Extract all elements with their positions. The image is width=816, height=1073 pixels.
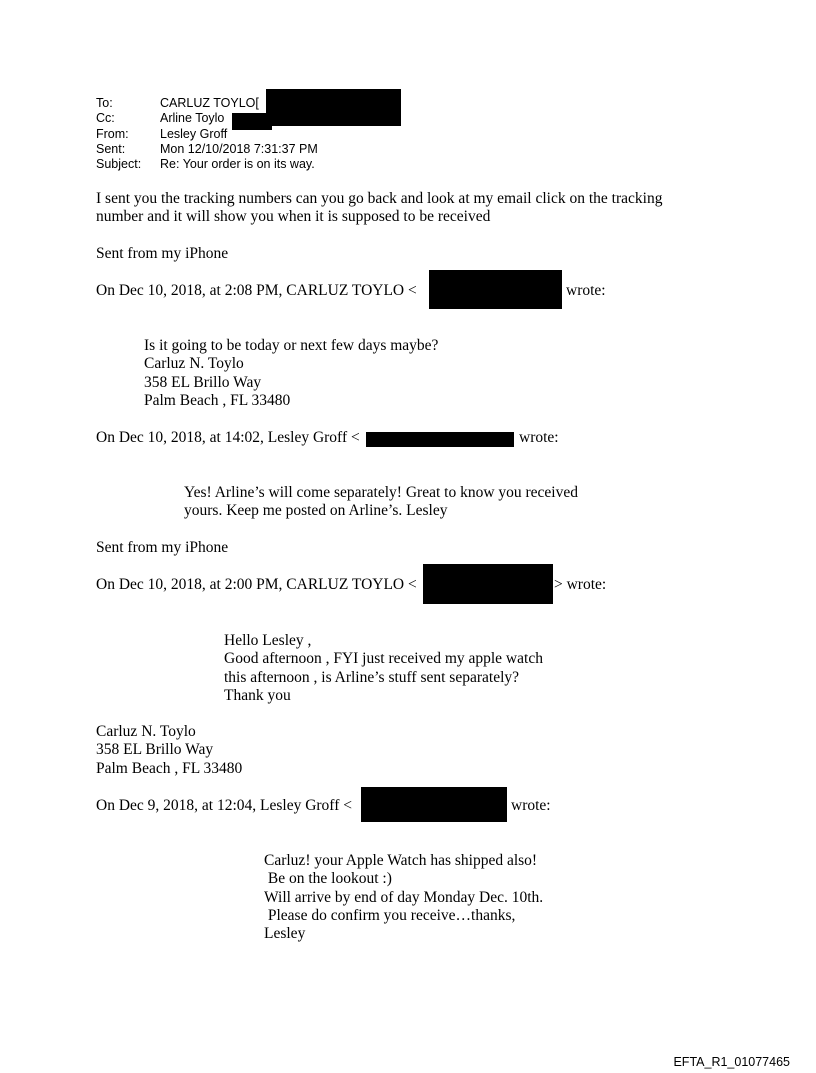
quote-line: Lesley: [264, 925, 306, 943]
quote-attribution: On Dec 10, 2018, at 14:02, Lesley Groff <: [96, 429, 360, 446]
quote-attribution: On Dec 10, 2018, at 2:08 PM, CARLUZ TOYLO <: [96, 282, 417, 299]
quote-attribution-suffix: wrote:: [511, 797, 551, 814]
cc-value: Arline Toylo: [160, 111, 225, 125]
redaction-block: [366, 432, 514, 447]
subject-label: Subject:: [96, 157, 142, 171]
quote-line: Good afternoon , FYI just received my apple watch: [224, 650, 543, 668]
quote-attribution-suffix: wrote:: [566, 282, 606, 299]
signature-line: Palm Beach , FL 33480: [96, 759, 243, 777]
sent-from-iphone: Sent from my iPhone: [96, 539, 229, 556]
quote-line: Carluz N. Toylo: [144, 355, 244, 373]
quote-line: 358 EL Brillo Way: [144, 373, 262, 391]
subject-value: Re: Your order is on its way.: [160, 157, 315, 171]
redaction-block: [429, 270, 562, 309]
quote-line: Carluz! your Apple Watch has shipped also!: [264, 852, 538, 869]
from-label: From:: [96, 127, 129, 141]
to-value: CARLUZ TOYLO[: [160, 96, 259, 110]
quote-line: yours. Keep me posted on Arline’s. Lesley: [184, 502, 448, 520]
reply-line-2: number and it will show you when it is supposed to be received: [96, 208, 491, 225]
redaction-block: [232, 113, 272, 130]
quote-line: Be on the lookout :): [264, 870, 392, 888]
document-id: EFTA_R1_01077465: [673, 1055, 790, 1069]
quote-attribution: On Dec 10, 2018, at 2:00 PM, CARLUZ TOYLO <: [96, 576, 417, 593]
to-label: To:: [96, 96, 113, 110]
signature-line: Carluz N. Toylo: [96, 723, 196, 740]
quote-line: Will arrive by end of day Monday Dec. 10th.: [264, 888, 544, 906]
quote-body: [224, 632, 543, 705]
quote-attribution: On Dec 9, 2018, at 12:04, Lesley Groff <: [96, 797, 352, 814]
signature-line: 358 EL Brillo Way: [96, 741, 214, 759]
quote-attribution-suffix: > wrote:: [554, 576, 607, 593]
from-value: Lesley Groff: [160, 127, 228, 141]
reply-line-1: I sent you the tracking numbers can you go back and look at my email click on the tracking: [96, 190, 663, 207]
sent-label: Sent:: [96, 142, 126, 156]
quote-body: [264, 852, 543, 943]
redaction-block: [266, 89, 401, 126]
redaction-block: [423, 564, 553, 604]
quote-line: Please do confirm you receive…thanks,: [264, 906, 516, 924]
sent-from-iphone: Sent from my iPhone: [96, 245, 229, 262]
quote-attribution-suffix: wrote:: [519, 429, 559, 446]
quote-line: Is it going to be today or next few days maybe?: [144, 337, 439, 354]
redaction-block: [361, 787, 507, 822]
sent-value: Mon 12/10/2018 7:31:37 PM: [160, 142, 318, 156]
quote-body: [144, 337, 438, 410]
quote-line: this afternoon , is Arline’s stuff sent separately?: [224, 668, 520, 686]
quote-line: Hello Lesley ,: [224, 632, 312, 649]
quote-line: Yes! Arline’s will come separately! Great to know you received: [184, 484, 578, 501]
quote-body: [184, 484, 578, 521]
quote-line: Palm Beach , FL 33480: [144, 391, 291, 409]
quote-line: Thank you: [224, 686, 291, 704]
cc-label: Cc:: [96, 111, 115, 125]
signature: [96, 723, 242, 778]
